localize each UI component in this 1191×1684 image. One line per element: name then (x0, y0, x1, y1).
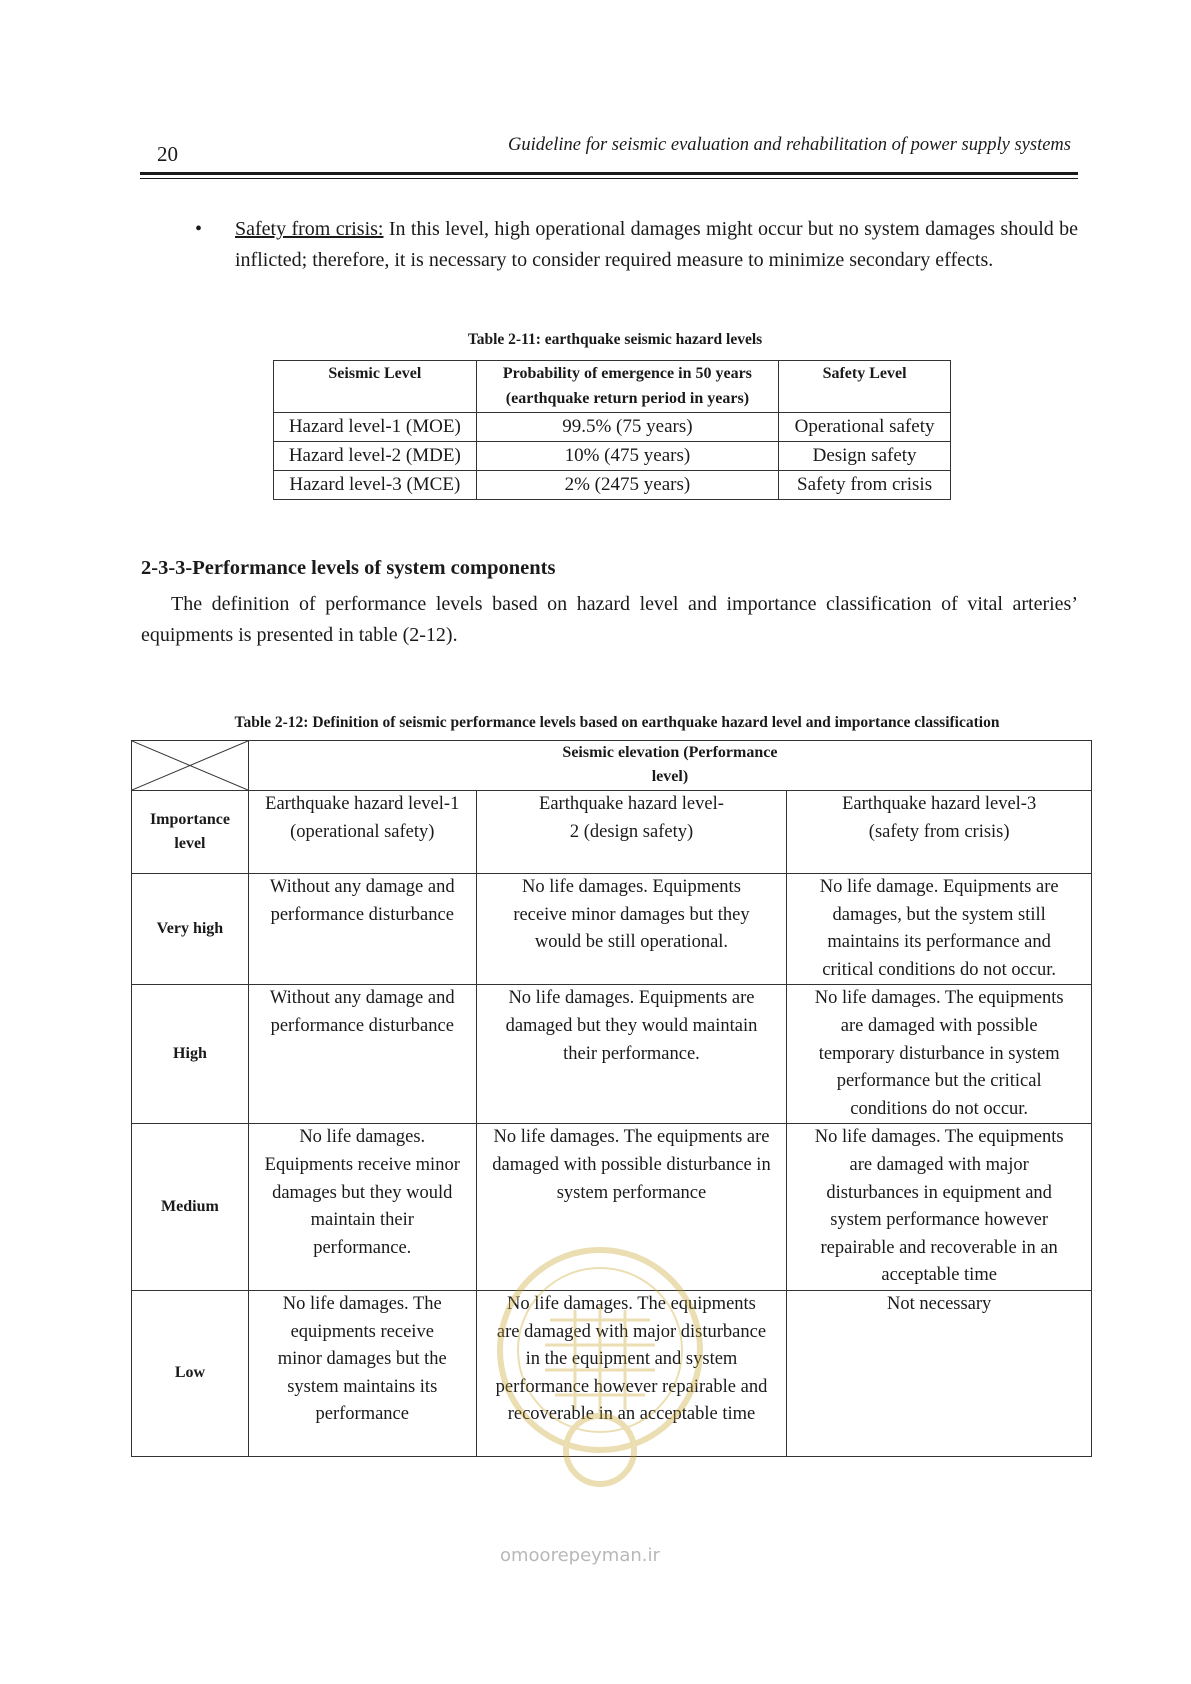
table-header-row (132, 791, 1092, 874)
column-header: Probability of emergence in 50 years (earthquake return period in years) (476, 361, 779, 413)
bullet-term: Safety from crisis: (235, 218, 384, 240)
section-paragraph: The definition of performance levels based on hazard level and importance classification of vital arteries’ equipments is presented in table (2-12). (141, 593, 1078, 646)
table-cell: Operational safety (779, 413, 951, 442)
diagonal-cross-icon (132, 741, 248, 790)
table-cell: No life damages. The equipments are damaged with possible temporary disturbance in system performance but the critical conditions do not occur. (787, 985, 1092, 1124)
table-cell: Without any damage and performance disturbance (248, 985, 476, 1124)
table-cell: No life damages. Equipments are damaged but they would maintain their performance. (476, 985, 787, 1124)
table-2-12-caption: Table 2-12: Definition of seismic performance levels based on earthquake hazard level and importance classification (234, 714, 1000, 731)
running-title: Guideline for seismic evaluation and rehabilitation of power supply systems (508, 135, 1071, 155)
bullet-text (235, 214, 1078, 276)
table-cell: No life damages. Equipments receive minor damages but they would be still operational. (476, 874, 787, 985)
table-header-row (274, 361, 951, 413)
header-rule-thin (140, 178, 1078, 179)
table-row (274, 471, 951, 500)
table-cell: Hazard level-3 (MCE) (274, 471, 477, 500)
table-cell: Safety from crisis (779, 471, 951, 500)
column-header: Earthquake hazard level-3 (safety from crisis) (787, 791, 1092, 874)
table-2-11-caption: Table 2-11: earthquake seismic hazard levels (467, 331, 763, 348)
table-cell: No life damage. Equipments are damages, but the system still maintains its performance and critical conditions do not occur. (787, 874, 1092, 985)
table-cell: No life damages. The equipments receive minor damages but the system maintains its performance (248, 1290, 476, 1456)
table-row (132, 874, 1092, 985)
column-header: Seismic Level (274, 361, 477, 413)
table-group-header-row (132, 741, 1092, 791)
table-2-11 (273, 360, 951, 500)
section-heading: 2-3-3-Performance levels of system components (141, 557, 556, 579)
diagonal-corner-cell (132, 741, 249, 791)
column-header: Earthquake hazard level-1 (operational safety) (248, 791, 476, 874)
table-row (274, 413, 951, 442)
header-rule (140, 172, 1078, 175)
table-cell: Hazard level-1 (MOE) (274, 413, 477, 442)
table-cell: 10% (475 years) (476, 442, 779, 471)
watermark-text: omoorepeyman.ir (500, 1545, 660, 1566)
importance-level: Very high (132, 874, 249, 985)
importance-level: High (132, 985, 249, 1124)
table-row (132, 985, 1092, 1124)
group-header: Seismic elevation (Performance level) (248, 741, 1091, 791)
table-cell: Without any damage and performance disturbance (248, 874, 476, 985)
table-cell: No life damages. The equipments are damaged with major disturbance in the equipment and system performance however repairable and recoverable in an acceptable time (476, 1290, 787, 1456)
table-cell: No life damages. The equipments are damaged with major disturbances in equipment and system performance however repairable and recoverable in an acceptable time (787, 1124, 1092, 1291)
importance-level: Low (132, 1290, 249, 1456)
table-cell: Design safety (779, 442, 951, 471)
bullet-icon: • (195, 218, 203, 240)
row-header-label: Importance level (132, 791, 249, 874)
table-cell: No life damages. The equipments are damaged with possible disturbance in system performance (476, 1124, 787, 1291)
column-header: Safety Level (779, 361, 951, 413)
column-header: Earthquake hazard level-2 (design safety) (476, 791, 787, 874)
table-cell: Not necessary (787, 1290, 1092, 1456)
importance-level: Medium (132, 1124, 249, 1291)
table-row (274, 442, 951, 471)
table-cell: No life damages. Equipments receive minor damages but they would maintain their performance. (248, 1124, 476, 1291)
bullet-body: In this level, high operational damages might occur but no system damages should be inflicted; therefore, it is necessary to consider required measure to minimize secondary effects. (235, 218, 1079, 271)
page-number: 20 (157, 142, 178, 166)
watermark-seal-icon (490, 1220, 710, 1510)
table-cell: 99.5% (75 years) (476, 413, 779, 442)
table-cell: 2% (2475 years) (476, 471, 779, 500)
table-cell: Hazard level-2 (MDE) (274, 442, 477, 471)
bullet-item (195, 214, 1078, 276)
